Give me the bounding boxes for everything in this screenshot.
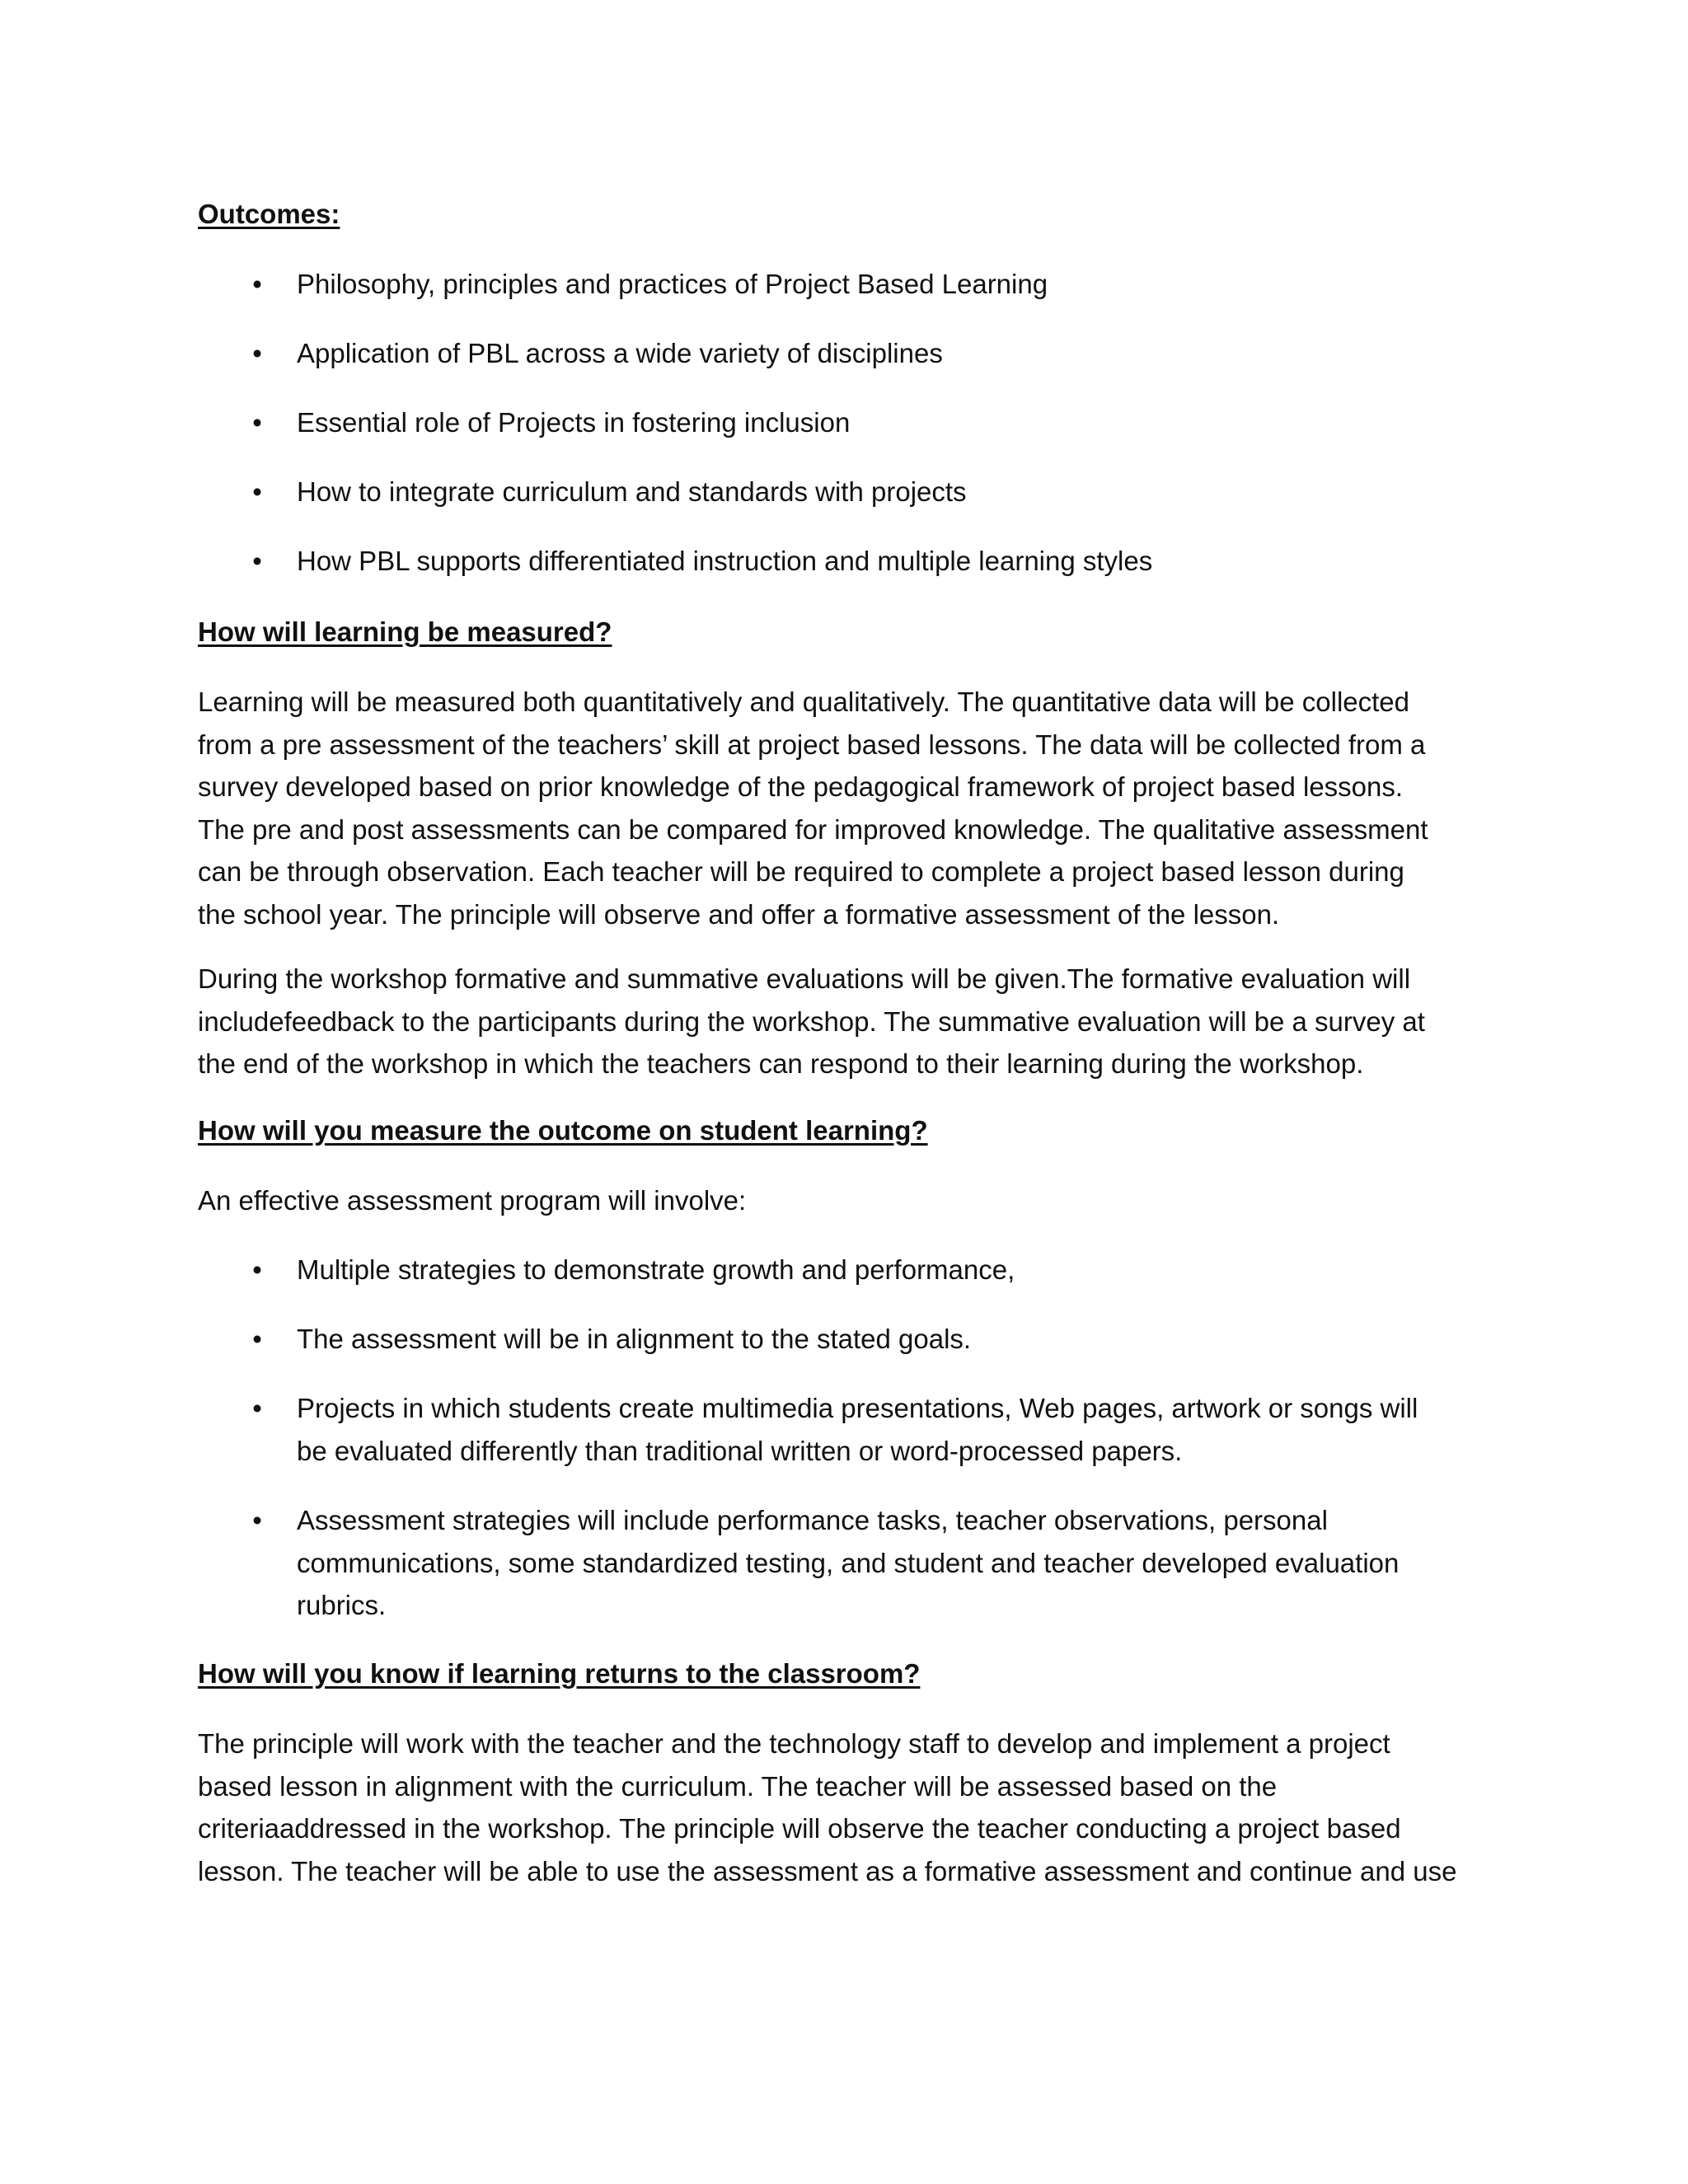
bullet-icon: • — [252, 1393, 262, 1423]
bullet-text — [297, 1499, 1484, 1627]
text-line: be evaluated differently than traditional written or word-processed papers. — [297, 1435, 1183, 1466]
student-intro — [198, 1179, 1484, 1222]
bullet-text: Application of PBL across a wide variety of disciplines — [297, 338, 943, 368]
text-line: The assessment will be in alignment to the stated goals. — [297, 1324, 972, 1354]
bullet-icon: • — [252, 1505, 262, 1535]
classroom-paragraph — [198, 1722, 1484, 1892]
measured-paragraph-1 — [198, 681, 1484, 935]
text-line: criteriaaddressed in the workshop. The principle will observe the teacher conducting a project based — [198, 1813, 1401, 1844]
text-line: During the workshop formative and summative evaluations will be given.The formative evaluation will — [198, 963, 1411, 994]
text-line: lesson. The teacher will be able to use the assessment as a formative assessment and continue and use — [198, 1855, 1457, 1886]
text-line: communications, some standardized testing, and student and teacher developed evaluation — [297, 1547, 1400, 1578]
classroom-heading: How will you know if learning returns to the classroom? — [198, 1658, 921, 1689]
text-line: can be through observation. Each teacher will be required to complete a project based lesson during — [198, 856, 1404, 887]
bullet-text: How to integrate curriculum and standards with projects — [297, 476, 967, 507]
bullet-icon: • — [252, 269, 262, 299]
bullet-icon: • — [252, 338, 262, 368]
bullet-text — [297, 1318, 1484, 1361]
text-line: based lesson in alignment with the curriculum. The teacher will be assessed based on the — [198, 1770, 1278, 1802]
text-line: Projects in which students create multimedia presentations, Web pages, artwork or songs will — [297, 1393, 1418, 1423]
outcomes-heading: Outcomes: — [198, 199, 340, 229]
bullet-icon: • — [252, 1324, 262, 1354]
text-line: The principle will work with the teacher and the technology staff to develop and implement a project — [198, 1728, 1390, 1759]
student-heading: How will you measure the outcome on student learning? — [198, 1115, 928, 1146]
text-line: from a pre assessment of the teachers’ skill at project based lessons. The data will be collected from a — [198, 729, 1426, 760]
bullet-text — [297, 1249, 1484, 1291]
bullet-icon: • — [252, 476, 262, 507]
text-line: Assessment strategies will include performance tasks, teacher observations, personal — [297, 1505, 1328, 1535]
bullet-text — [297, 1387, 1484, 1472]
text-line: The pre and post assessments can be compared for improved knowledge. The qualitative assessment — [198, 813, 1428, 845]
bullet-text: Essential role of Projects in fostering inclusion — [297, 407, 851, 438]
text-line: survey developed based on prior knowledge of the pedagogical framework of project based lessons. — [198, 771, 1404, 802]
bullet-icon: • — [252, 1254, 262, 1285]
measured-heading: How will learning be measured? — [198, 616, 612, 647]
document-page — [198, 0, 1484, 2184]
text-line: the school year. The principle will observe and offer a formative assessment of the lesson. — [198, 898, 1280, 930]
measured-paragraph-2 — [198, 958, 1484, 1085]
text-line: includefeedback to the participants during the workshop. The summative evaluation will be a survey at — [198, 1005, 1425, 1037]
text-line: Learning will be measured both quantitatively and qualitatively. The quantitative data will be collected — [198, 687, 1410, 717]
bullet-text: Philosophy, principles and practices of Project Based Learning — [297, 269, 1048, 299]
bullet-text: How PBL supports differentiated instruction and multiple learning styles — [297, 546, 1153, 576]
text-line: the end of the workshop in which the teachers can respond to their learning during the workshop. — [198, 1048, 1364, 1079]
bullet-icon: • — [252, 546, 262, 576]
bullet-icon: • — [252, 407, 262, 438]
text-line: Multiple strategies to demonstrate growth and performance, — [297, 1254, 1015, 1285]
text-line: An effective assessment program will involve: — [198, 1185, 747, 1216]
text-line: rubrics. — [297, 1590, 387, 1620]
